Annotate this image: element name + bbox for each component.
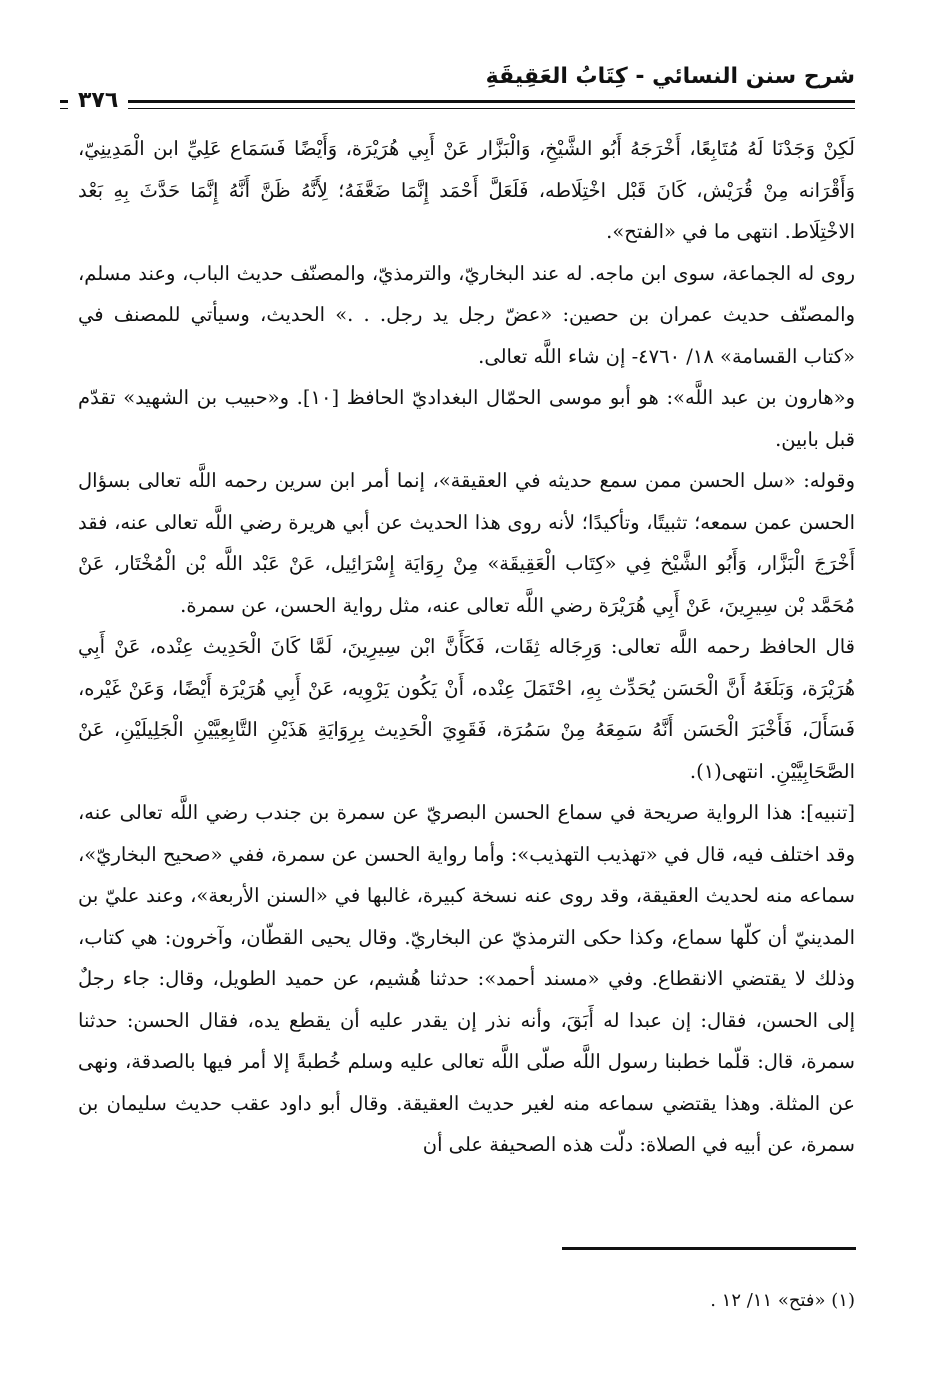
running-title: شرح سنن النسائي - كِتَابُ العَقِيقَةِ: [485, 64, 855, 89]
header-rule-thick: [60, 100, 855, 103]
page-number: ٣٧٦: [68, 88, 128, 113]
paragraph-5: قال الحافظ رحمه اللَّه تعالى: وَرِجَاله ثِقَات، فَكَأَنَّ ابْن سِيرِينَ، لَمَّا كَانَ الْحَدِيث عِنْده، عَنْ أَبِي هُرَيْرَة، وَبَلَغَهُ أَنَّ الْحَسَن يُحَدِّث بِهِ، احْتَمَلَ عِنْده، أَنْ يَكُون يَرْوِيه، عَنْ أَبِي هُرَيْرَة أَيْضًا، وَعَنْ غَيْره، فَسَأَلَ، فَأَخْبَرَ الْحَسَن أَنَّهُ سَمِعَهُ مِنْ سَمُرَة، فَقَوِيَ الْحَدِيث بِرِوَايَةِ هَذَيْنِ التَّابِعِيَّيْنِ الْجَلِيلَيْنِ، عَنْ الصَّحَابِيَّيْنِ. انتهى(١).: [78, 635, 855, 783]
footnote: (١) «فتح» ١١/ ١٢ .: [710, 1290, 855, 1311]
paragraph-4: وقوله: «سل الحسن ممن سمع حديثه في العقيقة»، إنما أمر ابن سرين رحمه اللَّه تعالى بسؤال الحسن عمن سمعه؛ تثبيتًا، وتأكيدًا؛ لأنه روى هذا الحديث عن أبي هريرة رضي اللَّه تعالى عنه، فقد أَخْرَجَ الْبَزَّار، وَأَبُو الشَّيْخ فِي «كِتَاب الْعَقِيقَة» مِنْ رِوَايَة إِسْرَائِيل، عَنْ عَبْد اللَّه بْن الْمُخْتَار، عَنْ مُحَمَّد بْن سِيرِينَ، عَنْ أَبِي هُرَيْرَة رضي اللَّه تعالى عنه، مثل رواية الحسن، عن سمرة.: [78, 469, 855, 617]
main-text: [78, 128, 855, 1166]
footnote-separator: [562, 1247, 856, 1250]
paragraph-6: [تنبيه]: هذا الرواية صريحة في سماع الحسن البصريّ عن سمرة بن جندب رضي اللَّه تعالى عنه، وقد اختلف فيه، قال في «تهذيب التهذيب»: وأما رواية الحسن عن سمرة، ففي «صحيح البخاريّ»، سماعه منه لحديث العقيقة، وقد روى عنه نسخة كبيرة، غالبها في «السنن الأربعة»، وعند عليّ بن المدينيّ أن كلّها سماع، وكذا حكى الترمذيّ عن البخاريّ. وقال يحيى القطّان، وآخرون: هي كتاب، وذلك لا يقتضي الانقطاع. وفي «مسند أحمد»: حدثنا هُشيم، عن حميد الطويل، وقال: جاء رجلٌ إلى الحسن، فقال: إن عبدا له أَبَقَ، وأنه نذر إن يقدر عليه أن يقطع يده، فقال الحسن: حدثنا سمرة، قال: قلّما خطبنا رسول اللَّه صلّى اللَّه تعالى عليه وسلم خُطبةً إلا أمر فيها بالصدقة، ونهى عن المثلة. وهذا يقتضي سماعه منه لغير حديث العقيقة. وقال أبو داود عقب حديث سليمان بن سمرة، عن أبيه في الصلاة: دلّت هذه الصحيفة على أن: [78, 801, 855, 1156]
paragraph-1: لَكِنْ وَجَدْنَا لَهُ مُتَابِعًا، أَخْرَجَهُ أَبُو الشَّيْخِ، وَالْبَزَّار عَنْ أَبِي هُرَيْرَة، وَأَيْضًا فَسَمَاع عَلِيِّ ابن الْمَدِينِيّ، وَأَقْرَانه مِنْ قُرَيْش، كَانَ قَبْل اخْتِلَاطه، فَلَعَلَّ أَحْمَد إِنَّمَا ضَعَّفَهُ؛ لِأَنَّهُ ظَنَّ أَنَّهُ إِنَّمَا حَدَّثَ بِهِ بَعْد الاخْتِلَاط. انتهى ما في «الفتح».: [78, 137, 855, 243]
header-rule-thin: [60, 108, 855, 109]
paragraph-2: روى له الجماعة، سوى ابن ماجه. له عند البخاريّ، والترمذيّ، والمصنّف حديث الباب، وعند مسلم، والمصنّف حديث عمران بن حصين: «عضّ رجل يد رجل. . .» الحديث، وسيأتي للمصنف في «كتاب القسامة» ١٨/ ٤٧٦٠- إن شاء اللَّه تعالى.: [78, 261, 855, 368]
page-header: [60, 60, 855, 120]
paragraph-3: و«هارون بن عبد اللَّه»: هو أبو موسى الحمّال البغداديّ الحافظ [١٠]. و«حبيب بن الشهيد» تقدّم قبل بابين.: [78, 386, 855, 451]
